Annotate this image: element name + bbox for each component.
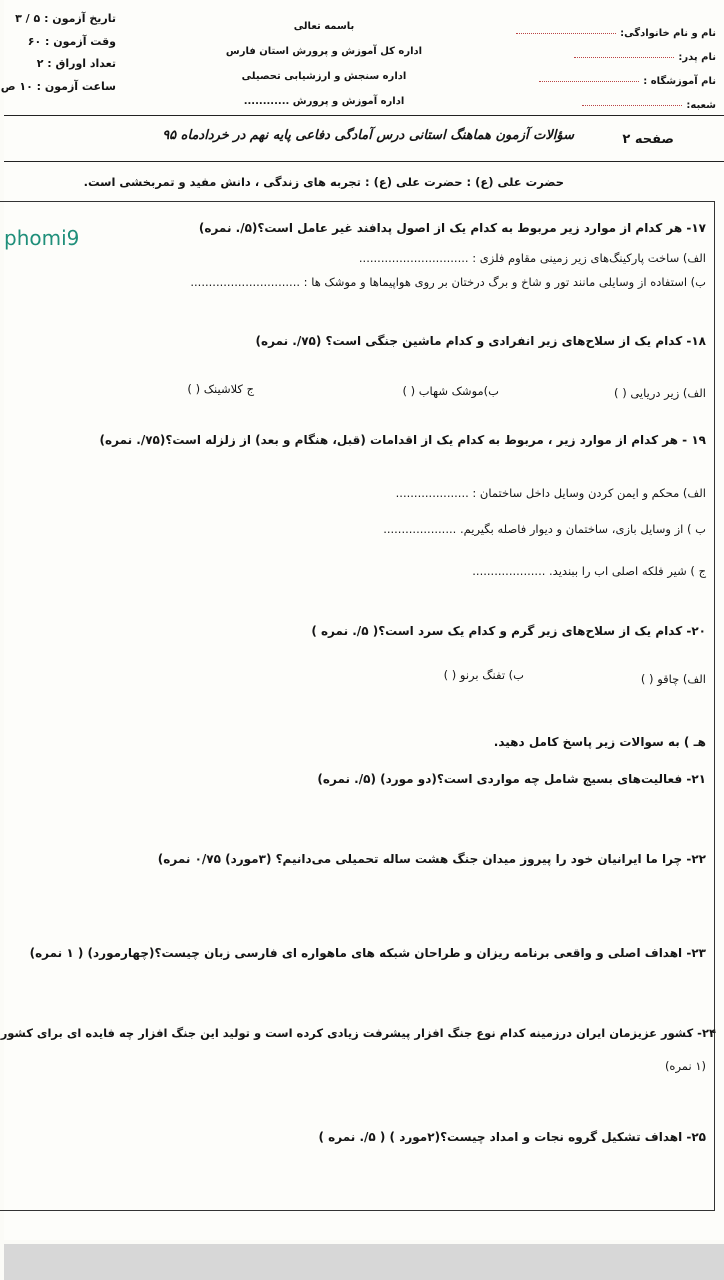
- school-label: نام آموزشگاه :: [643, 76, 716, 87]
- branch-line: [582, 105, 682, 106]
- question-19-b: ب ) از وسایل بازی، ساختمان و دیوار فاصله بگیریم. ....................: [383, 522, 706, 536]
- question-22: ۲۲- چرا ما ایرانیان خود را پیروز میدان جنگ هشت ساله تحمیلی می‌دانیم؟ (۳مورد) ۰/۷۵ نمره): [157, 852, 706, 866]
- branch-label: شعبه:: [686, 100, 716, 111]
- office-line-3: اداره آموزش و پرورش ............: [243, 96, 405, 107]
- bottom-bar: [4, 1244, 724, 1280]
- exam-title: سؤالات آزمون هماهنگ استانی درس آمادگی دفاعی پایه نهم در خردادماه ۹۵: [162, 128, 574, 143]
- question-19: ۱۹ - هر کدام از موارد زیر ، مربوط به کدام یک از اقدامات (قبل، هنگام و بعد) از زلزله است؟(۷۵/. نمره): [99, 433, 706, 447]
- question-17-b: ب) استفاده از وسایلی مانند تور و شاخ و برگ درختان بر روی هواپیماها و موشک ها : ..............................: [190, 275, 706, 289]
- question-23: ۲۳- اهداف اصلی و واقعی برنامه ریزان و طراحان شبکه های ماهواره ای فارسی زبان چیست؟(چهارمورد) ( ۱ نمره): [29, 946, 706, 960]
- question-20: ۲۰- کدام یک از سلاح‌های زیر گرم و کدام یک سرد است؟( ۵/. نمره ): [311, 624, 706, 638]
- office-line-1: اداره کل آموزش و پرورش استان فارس: [225, 46, 423, 57]
- question-18: ۱۸- کدام یک از سلاح‌های زیر انفرادی و کدام ماشین جنگی است؟ (۷۵/. نمره): [255, 334, 706, 348]
- q18-option-c: ج کلاشینک ( ): [187, 382, 254, 396]
- office-line-2: اداره سنجش و ارزشیابی تحصیلی: [241, 71, 407, 82]
- title-rule: [4, 161, 724, 162]
- question-24-marks: (۱ نمره): [664, 1059, 706, 1073]
- question-24: ۲۴- کشور عزیزمان ایران درزمینه کدام نوع جنگ افزار پیشرفت زیادی کرده است و تولید این جنگ افزار چه فایده ای برای کشور: [0, 1026, 716, 1040]
- name-label: نام و نام خانوادگی:: [620, 28, 716, 39]
- school-line: [539, 81, 639, 82]
- name-line: [516, 33, 616, 34]
- q18-option-b: ب)موشک شهاب ( ): [402, 384, 499, 398]
- basmala: باسمه تعالی: [293, 21, 355, 32]
- office-block: [204, 14, 444, 114]
- question-21: ۲۱- فعالیت‌های بسیج شامل چه مواردی است؟(دو مورد) (۵/. نمره): [317, 772, 706, 786]
- hadith: حضرت علی (ع) : حضرت علی (ع) : تجربه های زندگی ، دانش مفید و تمربخشی است.: [83, 175, 564, 189]
- father-label: نام پدر:: [678, 52, 716, 63]
- exam-duration: وقت آزمون : ۶۰: [27, 34, 116, 48]
- question-19-c: ج ) شیر فلکه اصلی اب را ببندید. ....................: [472, 564, 706, 578]
- exam-time: ساعت آزمون : ۱۰ ص: [0, 79, 116, 93]
- question-17-a: الف) ساخت پارکینگ‌های زیر زمینی مقاوم فلزی : ..............................: [358, 251, 706, 265]
- student-info-block: [506, 22, 716, 118]
- exam-info-block: [0, 8, 116, 98]
- watermark: phomi9: [4, 226, 80, 250]
- page-count: تعداد اوراق : ۲: [36, 57, 116, 70]
- father-line: [574, 57, 674, 58]
- page-label: صفحه ۲: [622, 132, 674, 147]
- header-rule: [4, 115, 724, 116]
- question-19-a: الف) محکم و ایمن کردن وسایل داخل ساختمان : ....................: [395, 486, 706, 500]
- q20-option-b: ب) تفنگ برنو ( ): [443, 668, 524, 682]
- question-17: ۱۷- هر کدام از موارد زیر مربوط به کدام یک از اصول پدافند غیر عامل است؟(۵/. نمره): [198, 221, 706, 235]
- section-h-heading: هـ ) به سوالات زیر پاسخ کامل دهید.: [493, 735, 706, 749]
- question-25: ۲۵- اهداف تشکیل گروه نجات و امداد چیست؟(۲مورد ) ( ۵/. نمره ): [318, 1130, 706, 1144]
- q20-option-a: الف) چاقو ( ): [640, 672, 706, 686]
- questions-box: [0, 201, 715, 1211]
- exam-date: تاریخ آزمون : ۵ / ۳: [15, 12, 116, 25]
- q18-option-a: الف) زیر دریایی ( ): [614, 386, 706, 400]
